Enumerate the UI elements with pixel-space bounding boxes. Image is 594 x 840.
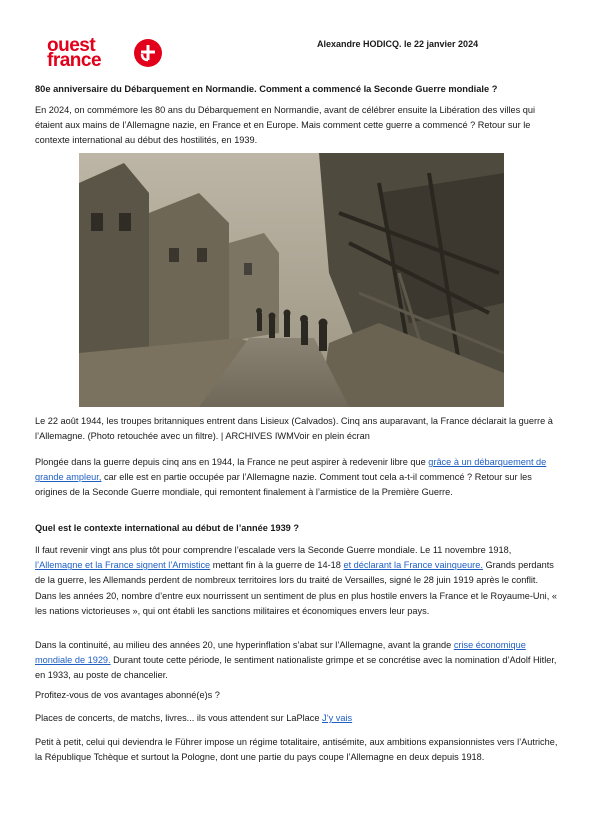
logo-circle-icon: [133, 38, 163, 68]
paragraph-3-text-b: Durant toute cette période, le sentiment nationaliste grimpe et se concrétise avec la nomination d’Adolf Hitler, en 1933, au poste de chancelier.: [35, 655, 557, 681]
crisis-1929-link[interactable]: crise économique mondiale de 1929.: [35, 640, 526, 666]
paragraph-1-text-a: Plongée dans la guerre depuis cinq ans en 1944, la France ne peut aspirer à redevenir libre que: [35, 457, 429, 467]
paragraph-2: [35, 543, 560, 619]
byline: Alexandre HODICQ. le 22 janvier 2024: [317, 39, 479, 49]
landing-link[interactable]: grâce à un débarquement de grande ampleur,: [35, 457, 547, 483]
paragraph-1-text-b: car elle est en partie occupée par l’Allemagne nazie. Comment tout cela a-t-il commencé ? Retour sur les origines de la Seconde Guerre mondiale, qui remontent finalement à l’armistice de la Première Guerre.: [35, 472, 532, 498]
article-photo[interactable]: [79, 153, 504, 407]
promo-offer: [35, 711, 560, 726]
photo-caption: Le 22 août 1944, les troupes britanniques entrent dans Lisieux (Calvados). Cinq ans auparavant, la France déclarait la guerre à l’Allemagne. (Photo retouchée avec un filtre). | ARCHIVES IWMVoir en plein écran: [35, 416, 553, 442]
article-headline: 80e anniversaire du Débarquement en Normandie. Comment a commencé la Seconde Guerre mondiale ?: [35, 84, 498, 94]
logo-line-1: ouest: [47, 35, 96, 56]
promo-question: Profitez-vous de vos avantages abonné(e)s ?: [35, 690, 220, 700]
article-intro: En 2024, on commémore les 80 ans du Débarquement en Normandie, avant de célébrer ensuite la Libération des villes qui étaient aux mains de l’Allemagne nazie, en France et en Europe. Mais comment cette guerre a commencé ? Retour sur le contexte international au début des hostilités, en 1939.: [35, 105, 535, 146]
promo-offer-text: Places de concerts, de matchs, livres... ils vous attendent sur LaPlace: [35, 713, 322, 723]
armistice-link[interactable]: l’Allemagne et la France signent l’Armistice: [35, 560, 211, 571]
logo-wordmark: [47, 35, 102, 71]
logo-line-2: france: [47, 50, 102, 71]
paragraph-2-text-b: mettant fin à la guerre de 14-18: [210, 560, 344, 571]
france-winner-link[interactable]: et déclarant la France vainqueure.: [343, 560, 483, 571]
ouest-france-logo[interactable]: [47, 35, 162, 78]
paragraph-4: Petit à petit, celui qui deviendra le Führer impose un régime totalitaire, antisémite, aux ambitions expansionnistes vers l’Autriche, la République Tchèque et surtout la Pologne, dont une partie du pays coupe l’Allemagne en deux depuis 1918.: [35, 737, 558, 763]
paragraph-3: [35, 638, 560, 684]
section-subhead: Quel est le contexte international au début de l’année 1939 ?: [35, 523, 299, 533]
jy-vais-link[interactable]: J’y vais: [322, 713, 353, 723]
paragraph-1: [35, 455, 560, 501]
paragraph-3-text-a: Dans la continuité, au milieu des années 20, une hyperinflation s’abat sur l’Allemagne, avant la grande: [35, 640, 454, 650]
paragraph-2-text-a: Il faut revenir vingt ans plus tôt pour comprendre l’escalade vers la Seconde Guerre mondiale. Le 11 novembre 1918,: [35, 545, 512, 555]
paragraph-2-text-c: Grands perdants de la guerre, les Allemands perdent de nombreux territoires lors du traité de Versailles, signé le 28 juin 1919 après le conflit. Dans les années 20, nombre d’entre eux nourrissent un sentiment de plus en plus hostile envers la France et le Royaume-Uni, « les nations victorieuses », qui ont établi les sanctions militaires et économiques envers leur pays.: [35, 560, 557, 616]
